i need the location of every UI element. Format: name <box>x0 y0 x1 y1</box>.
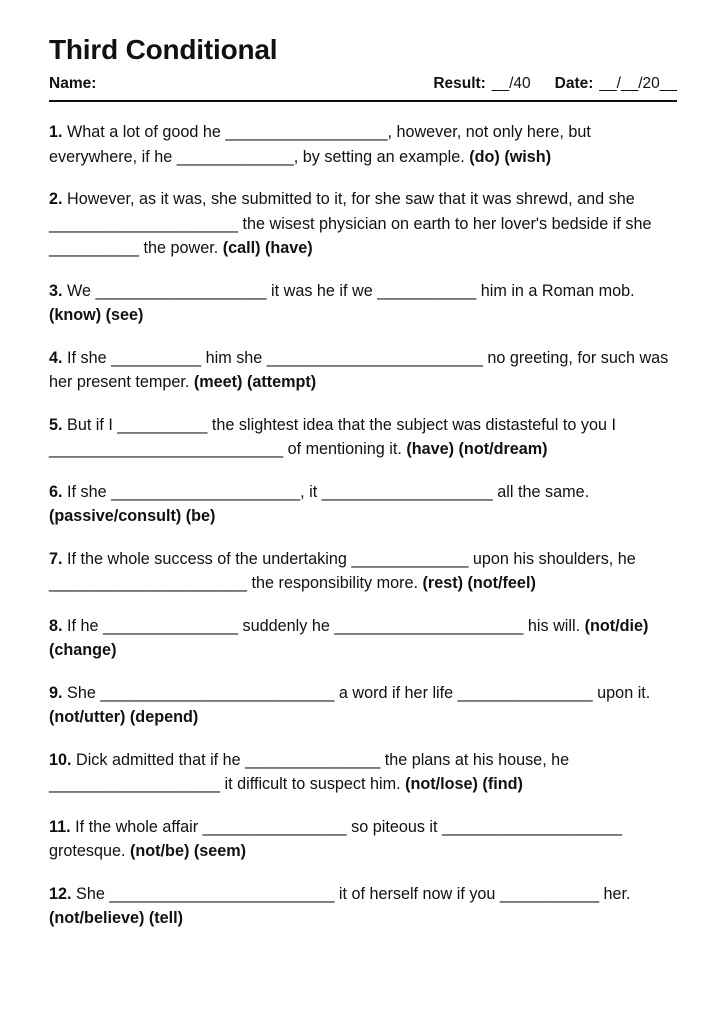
question-number: 1. <box>49 123 63 141</box>
date-label: Date: <box>554 75 594 92</box>
question-hints: (not/utter) (depend) <box>49 708 199 726</box>
question-item <box>49 748 677 797</box>
question-text: If she __________ him she ________________________ no greeting, for such was her present temper. <box>49 348 669 391</box>
question-item <box>49 681 677 730</box>
question-text: However, as it was, she submitted to it, for she saw that it was shrewd, and she _____________________ the wisest physician on earth to her lover's bedside if she __________ the power. <box>49 190 652 257</box>
question-number: 8. <box>49 616 63 635</box>
question-hints: (do) (wish) <box>469 147 552 166</box>
result-date-group <box>433 74 677 94</box>
question-text: But if I __________ the slightest idea that the subject was distasteful to you I __________________________ of mentioning it. <box>49 415 616 458</box>
question-item <box>49 120 677 169</box>
question-text: If she _____________________, it ___________________ all the same. <box>67 482 590 501</box>
question-item <box>49 882 677 931</box>
question-item <box>49 187 677 261</box>
question-hints: (not/die) (change) <box>49 616 649 659</box>
question-hints: (know) (see) <box>49 306 144 324</box>
question-number: 10. <box>49 750 72 769</box>
question-item <box>49 346 677 395</box>
question-text: Dick admitted that if he _______________ the plans at his house, he ___________________ it difficult to suspect him. <box>49 750 570 793</box>
question-hints: (call) (have) <box>222 239 313 257</box>
question-item <box>49 815 677 864</box>
question-number: 12. <box>49 884 72 903</box>
name-label: Name: <box>49 75 97 92</box>
header-meta-row <box>49 74 677 102</box>
question-text: She _________________________ it of herself now if you ___________ her. <box>76 884 631 903</box>
question-hints: (meet) (attempt) <box>193 373 317 391</box>
question-hints: (not/be) (seem) <box>130 842 247 860</box>
result-value: __/40 <box>491 75 531 92</box>
result-label: Result: <box>433 75 486 92</box>
question-text: What a lot of good he __________________, however, not only here, but everywhere, if he _____________, by setting an example. <box>49 123 591 166</box>
question-text: If the whole success of the undertaking _____________ upon his shoulders, he ______________________ the responsibility more. <box>49 549 636 592</box>
question-item <box>49 279 677 328</box>
question-number: 5. <box>49 415 63 434</box>
question-text: She __________________________ a word if her life _______________ upon it. <box>67 683 651 702</box>
spacer <box>537 74 549 94</box>
question-hints: (have) (not/dream) <box>406 440 548 458</box>
question-hints: (rest) (not/feel) <box>422 574 536 592</box>
question-number: 6. <box>49 482 63 501</box>
question-item <box>49 413 677 462</box>
question-hints: (not/believe) (tell) <box>49 909 184 927</box>
question-number: 3. <box>49 281 63 300</box>
question-number: 11. <box>49 817 71 836</box>
question-text: If he _______________ suddenly he _____________________ his will. <box>67 616 581 635</box>
question-number: 4. <box>49 348 63 367</box>
date-value: __/__/20__ <box>599 75 677 92</box>
question-text: If the whole affair ________________ so piteous it ____________________ grotesque. <box>49 817 623 860</box>
question-number: 2. <box>49 190 63 208</box>
question-number: 7. <box>49 549 63 568</box>
question-list <box>49 120 677 931</box>
question-item <box>49 480 677 529</box>
page-title: Third Conditional <box>49 34 278 65</box>
question-item <box>49 547 677 596</box>
question-text: We ___________________ it was he if we ___________ him in a Roman mob. <box>67 281 635 300</box>
worksheet <box>49 30 677 949</box>
question-number: 9. <box>49 683 63 702</box>
question-hints: (passive/consult) (be) <box>49 507 216 525</box>
question-item <box>49 614 677 663</box>
question-hints: (not/lose) (find) <box>405 775 523 793</box>
